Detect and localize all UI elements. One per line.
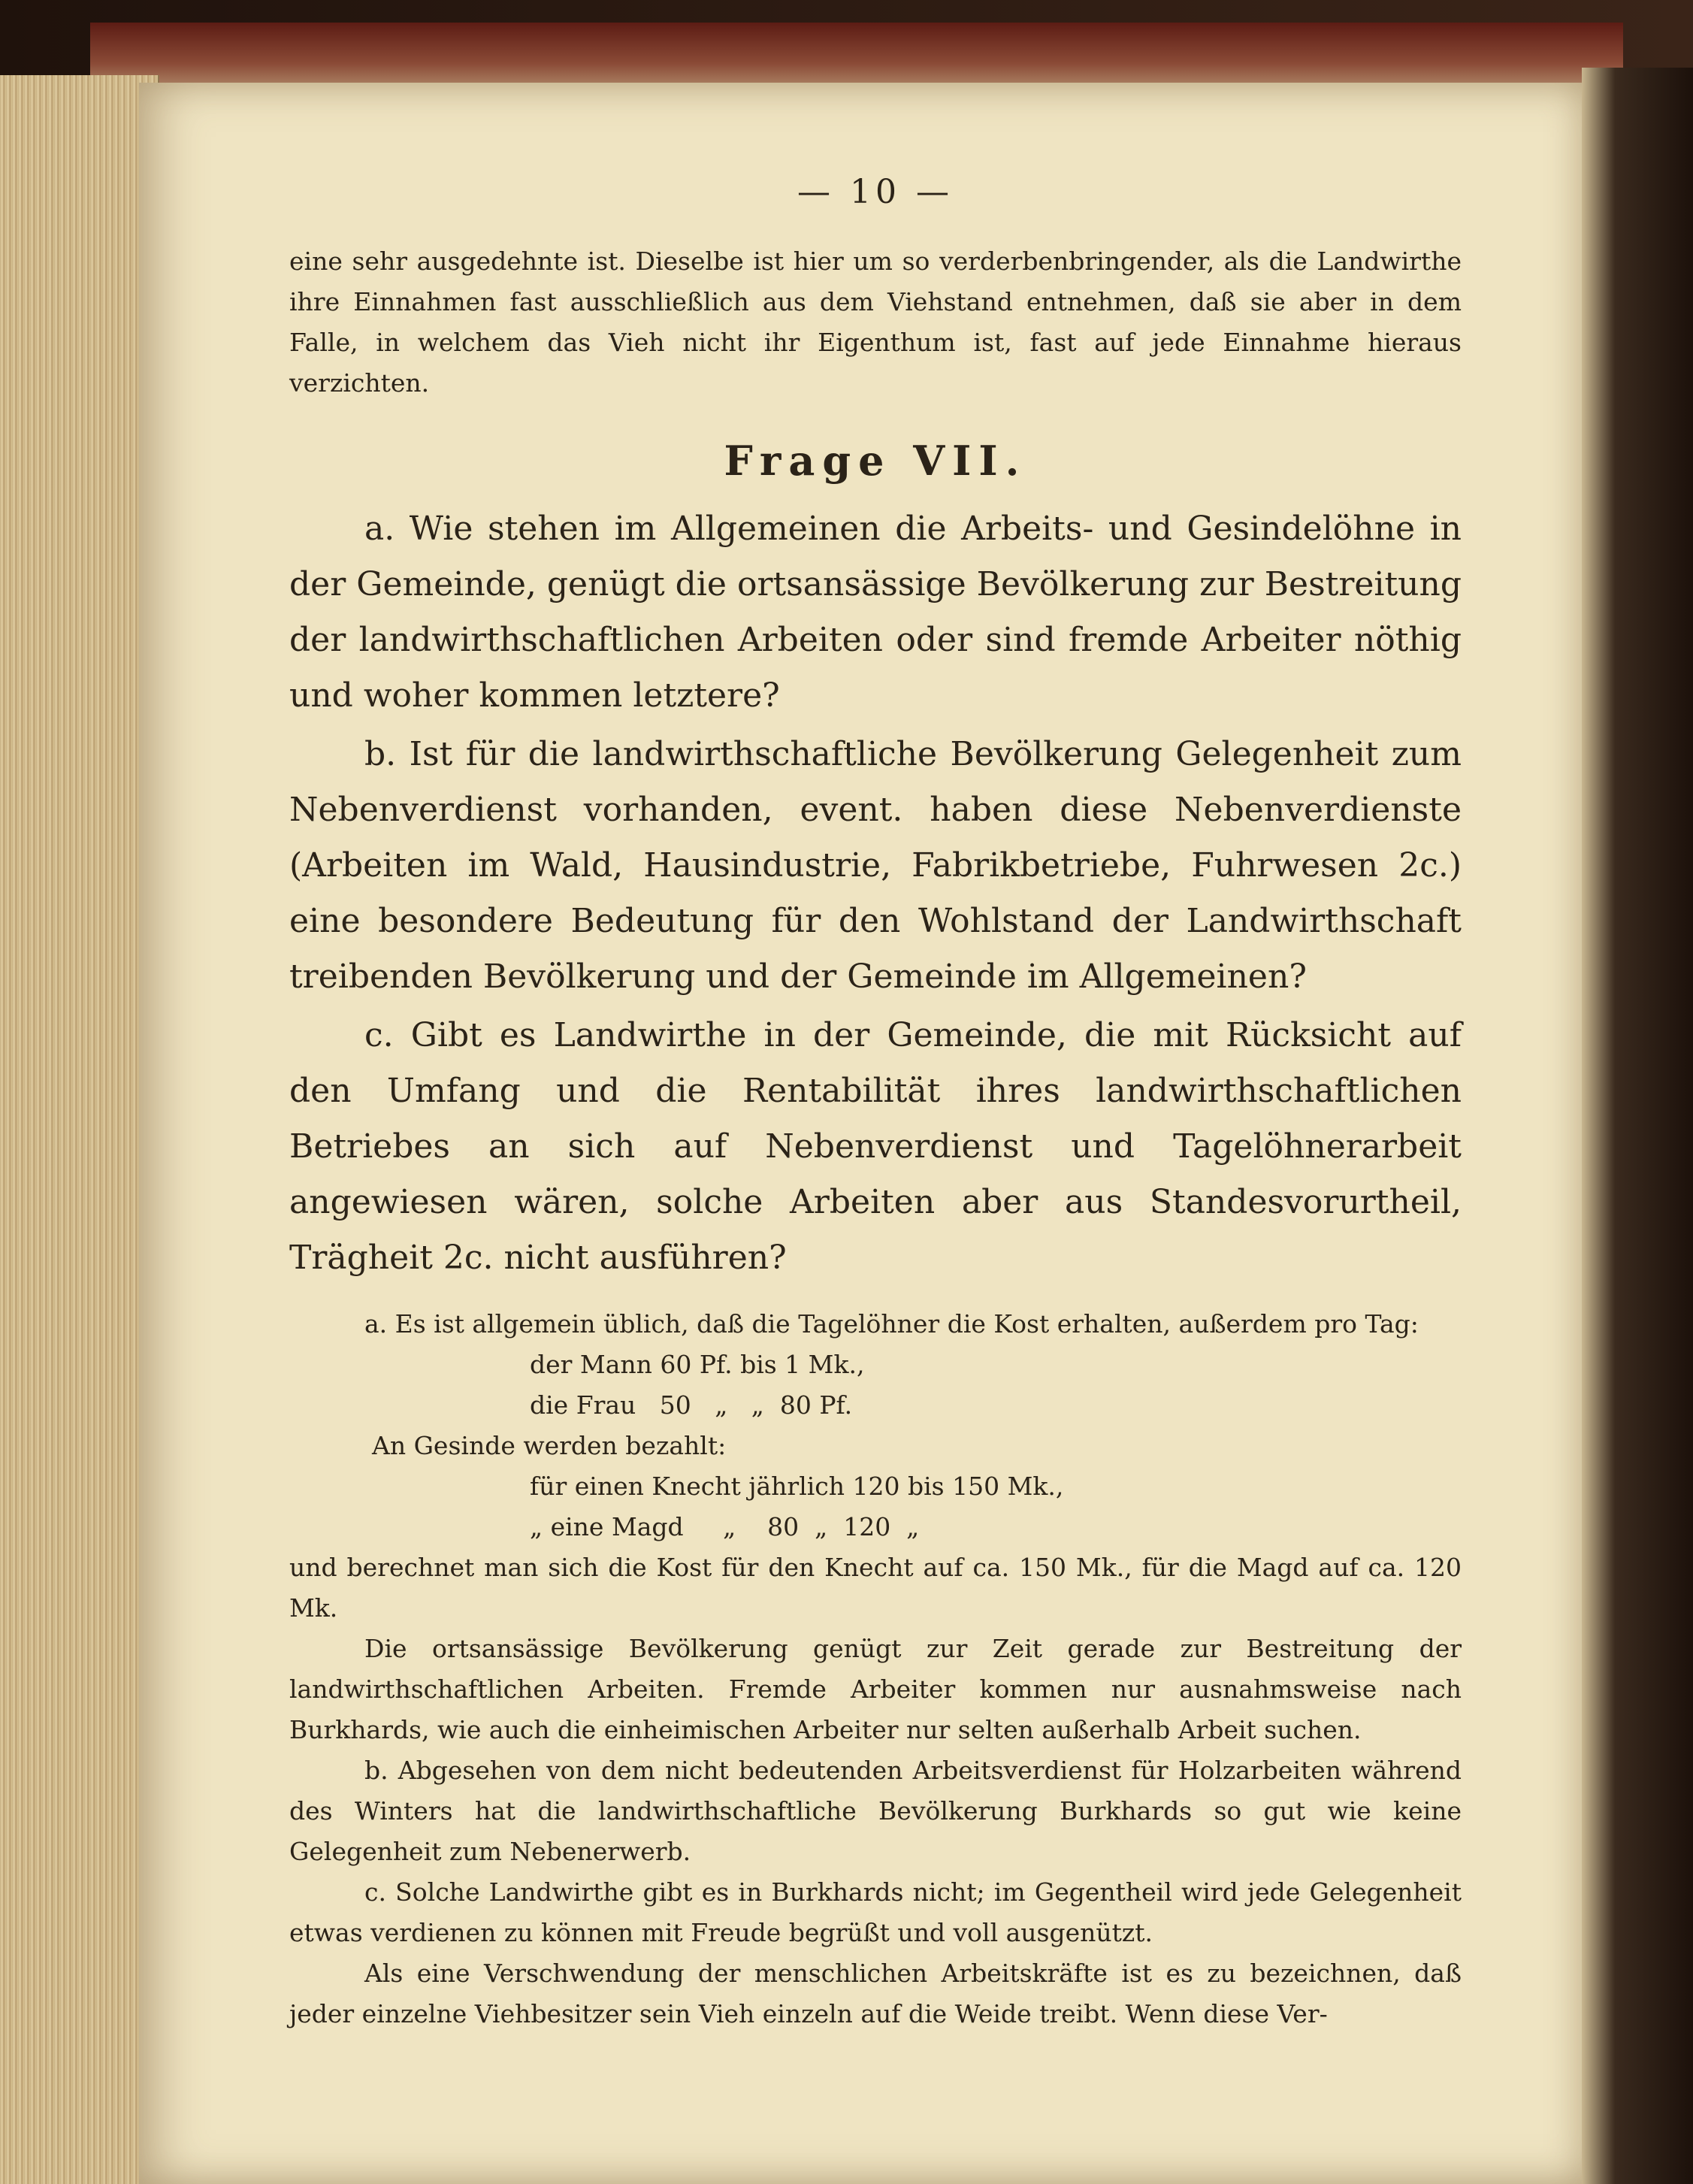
book-cover-edge [90, 23, 1623, 90]
question-b: b. Ist für die landwirthschaftliche Bevölkerung Gelegenheit zum Nebenverdienst vorhanden, event. haben diese Nebenverdienste (Arbeiten im Wald, Hausindustrie, Fabrikbetriebe, Fuhrwesen 2c.) eine besondere Bedeutung für den Wohlstand der Landwirthschaft treibenden Bevölkerung und der Gemeinde im Allgemeinen? [289, 735, 1462, 996]
book-right-edge [1582, 68, 1693, 2184]
intro-paragraph: eine sehr ausgedehnte ist. Dieselbe ist hier um so verderbenbringender, als die Landwirthe ihre Einnahmen fast ausschließlich aus dem Viehstand entnehmen, daß sie aber in dem Falle, in welchem das Vieh nicht ihr Eigenthum ist, fast auf jede Einnahme hieraus verzichten. [289, 247, 1462, 398]
question-c: c. Gibt es Landwirthe in der Gemeinde, die mit Rücksicht auf den Umfang und die Rentabilität ihres landwirthschaftlichen Betriebes an sich auf Nebenverdienst und Tagelöhnerarbeit angewiesen wären, solche Arbeiten aber aus Standesvorurtheil, Trägheit 2c. nicht ausführen? [289, 1016, 1462, 1277]
answer-b: b. Abgesehen von dem nicht bedeutenden Arbeitsverdienst für Holzarbeiten während des Winters hat die landwirthschaftliche Bevölkerung Burkhards so gut wie keine Gelegenheit zum Nebenerwerb. [289, 1756, 1462, 1866]
servant-knecht: für einen Knecht jährlich 120 bis 150 Mk., [530, 1472, 1064, 1501]
page-content [289, 173, 1462, 2034]
page-number: — 10 — [797, 173, 954, 211]
answers [289, 1304, 1462, 2034]
servant-magd: „ eine Magd „ 80 „ 120 „ [530, 1512, 920, 1541]
answer-a-intro: a. Es ist allgemein üblich, daß die Tagelöhner die Kost erhalten, außerdem pro Tag: [364, 1309, 1419, 1339]
servants-intro: An Gesinde werden bezahlt: [372, 1431, 727, 1460]
question-a: a. Wie stehen im Allgemeinen die Arbeits- und Gesindelöhne in der Gemeinde, genügt die ortsansässige Bevölkerung zur Bestreitung der landwirthschaftlichen Arbeiten oder sind fremde Arbeiter nöthig und woher kommen letztere? [289, 510, 1462, 715]
board-cost: und berechnet man sich die Kost für den Knecht auf ca. 150 Mk., für die Magd auf ca. 120 Mk. [289, 1553, 1462, 1623]
wage-man: der Mann 60 Pf. bis 1 Mk., [530, 1350, 865, 1379]
section-heading: Frage VII. [724, 437, 1027, 485]
page-stack-edges [0, 75, 159, 2184]
closing-paragraph: Als eine Verschwendung der menschlichen Arbeitskräfte ist es zu bezeichnen, daß jeder einzelne Viehbesitzer sein Vieh einzeln auf die Weide treibt. Wenn diese Ver- [289, 1959, 1462, 2028]
answer-c: c. Solche Landwirthe gibt es in Burkhards nicht; im Gegentheil wird jede Gelegenheit etwas verdienen zu können mit Freude begrüßt und voll ausgenützt. [289, 1877, 1462, 1947]
wage-woman: die Frau 50 „ „ 80 Pf. [530, 1390, 853, 1420]
book-page [139, 83, 1582, 2184]
population-note: Die ortsansässige Bevölkerung genügt zur Zeit gerade zur Bestreitung der landwirthschaftlichen Arbeiten. Fremde Arbeiter kommen nur ausnahmsweise nach Burkhards, wie auch die einheimischen Arbeiter nur selten außerhalb Arbeit suchen. [289, 1634, 1462, 1744]
